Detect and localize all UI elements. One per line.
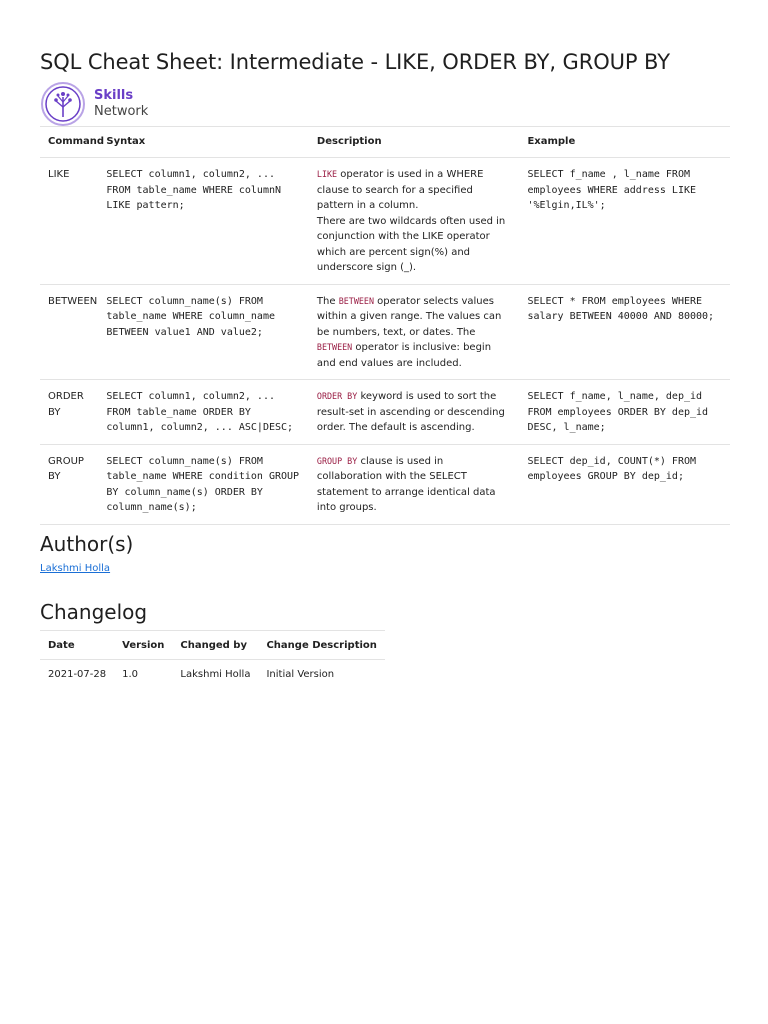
header-example: Example [519, 127, 730, 158]
logo-line-skills: Skills [94, 88, 134, 103]
command-cell: ORDER BY [40, 380, 98, 445]
syntax-cell: SELECT column1, column2, ... FROM table_name ORDER BY column1, column2, ... ASC|DESC; [98, 380, 309, 445]
skills-network-logo [40, 80, 180, 128]
author-link[interactable]: Lakshmi Holla [40, 563, 111, 574]
changelog-header-date: Date [40, 631, 114, 660]
syntax-cell: SELECT column1, column2, ... FROM table_name WHERE columnN LIKE pattern; [98, 158, 309, 285]
changelog-row [40, 660, 385, 690]
changelog-table [40, 630, 385, 689]
authors-heading: Author(s) [40, 532, 134, 556]
changelog-header-version: Version [114, 631, 172, 660]
page-title: SQL Cheat Sheet: Intermediate - LIKE, ORDER BY, GROUP BY [40, 50, 670, 74]
inline-code: GROUP BY [316, 455, 358, 466]
description-text: operator selects values within a given range. The values can be numbers, text, or dates. The [316, 295, 502, 338]
description-text: operator is used in a WHERE clause to search for a specified pattern in a column. [316, 169, 484, 211]
skills-network-logo-icon [40, 81, 86, 127]
changelog-header-change-description: Change Description [258, 631, 384, 660]
description-text: keyword is used to sort the result-set in ascending or descending order. The default is ascending. [316, 391, 505, 433]
description-text: There are two wildcards often used in conjunction with the LIKE operator which are percent sign(%) and underscore sign (_). [316, 215, 506, 273]
description-text: The [316, 295, 339, 307]
logo-line-network: Network [94, 104, 149, 119]
header-syntax: Syntax [98, 127, 309, 158]
table-row [40, 158, 730, 285]
inline-code: ORDER BY [316, 391, 358, 401]
example-cell: SELECT dep_id, COUNT(*) FROM employees GROUP BY dep_id; [519, 444, 730, 524]
table-row [40, 284, 730, 380]
changelog-heading: Changelog [40, 600, 148, 624]
inline-code: BETWEEN [316, 342, 353, 352]
command-cell: GROUP BY [40, 444, 98, 524]
syntax-cell: SELECT column_name(s) FROM table_name WHERE column_name BETWEEN value1 AND value2; [98, 284, 309, 380]
table-row [40, 444, 730, 524]
changelog-change-description: Initial Version [266, 669, 335, 680]
inline-code: BETWEEN [338, 295, 374, 306]
header-description: Description [309, 127, 520, 158]
changelog-date: 2021-07-28 [48, 669, 107, 680]
cheat-table-header-row [40, 127, 730, 158]
changelog-changed-by: Lakshmi Holla [180, 669, 251, 680]
description-text: clause is used in collaboration with the SELECT statement to arrange identical data into groups. [316, 455, 496, 513]
inline-code: LIKE [316, 169, 338, 179]
example-cell: SELECT f_name , l_name FROM employees WHERE address LIKE '%Elgin,IL%'; [519, 158, 730, 285]
description-text: operator is inclusive: begin and end values are included. [316, 342, 492, 369]
description-cell [309, 284, 520, 380]
description-cell [309, 444, 520, 524]
example-cell: SELECT f_name, l_name, dep_id FROM employees ORDER BY dep_id DESC, l_name; [519, 380, 730, 445]
syntax-cell: SELECT column_name(s) FROM table_name WHERE condition GROUP BY column_name(s) ORDER BY column_name(s); [98, 444, 309, 524]
example-cell: SELECT * FROM employees WHERE salary BETWEEN 40000 AND 80000; [519, 284, 730, 380]
changelog-version: 1.0 [122, 669, 139, 680]
header-command: Command [40, 127, 98, 158]
changelog-header-changed-by: Changed by [172, 631, 258, 660]
table-row [40, 380, 730, 445]
description-cell [309, 380, 520, 445]
command-cell: LIKE [40, 158, 98, 285]
cheat-sheet-table [40, 126, 730, 525]
command-cell: BETWEEN [40, 284, 98, 380]
description-cell [309, 158, 520, 285]
changelog-header-row [40, 631, 385, 660]
